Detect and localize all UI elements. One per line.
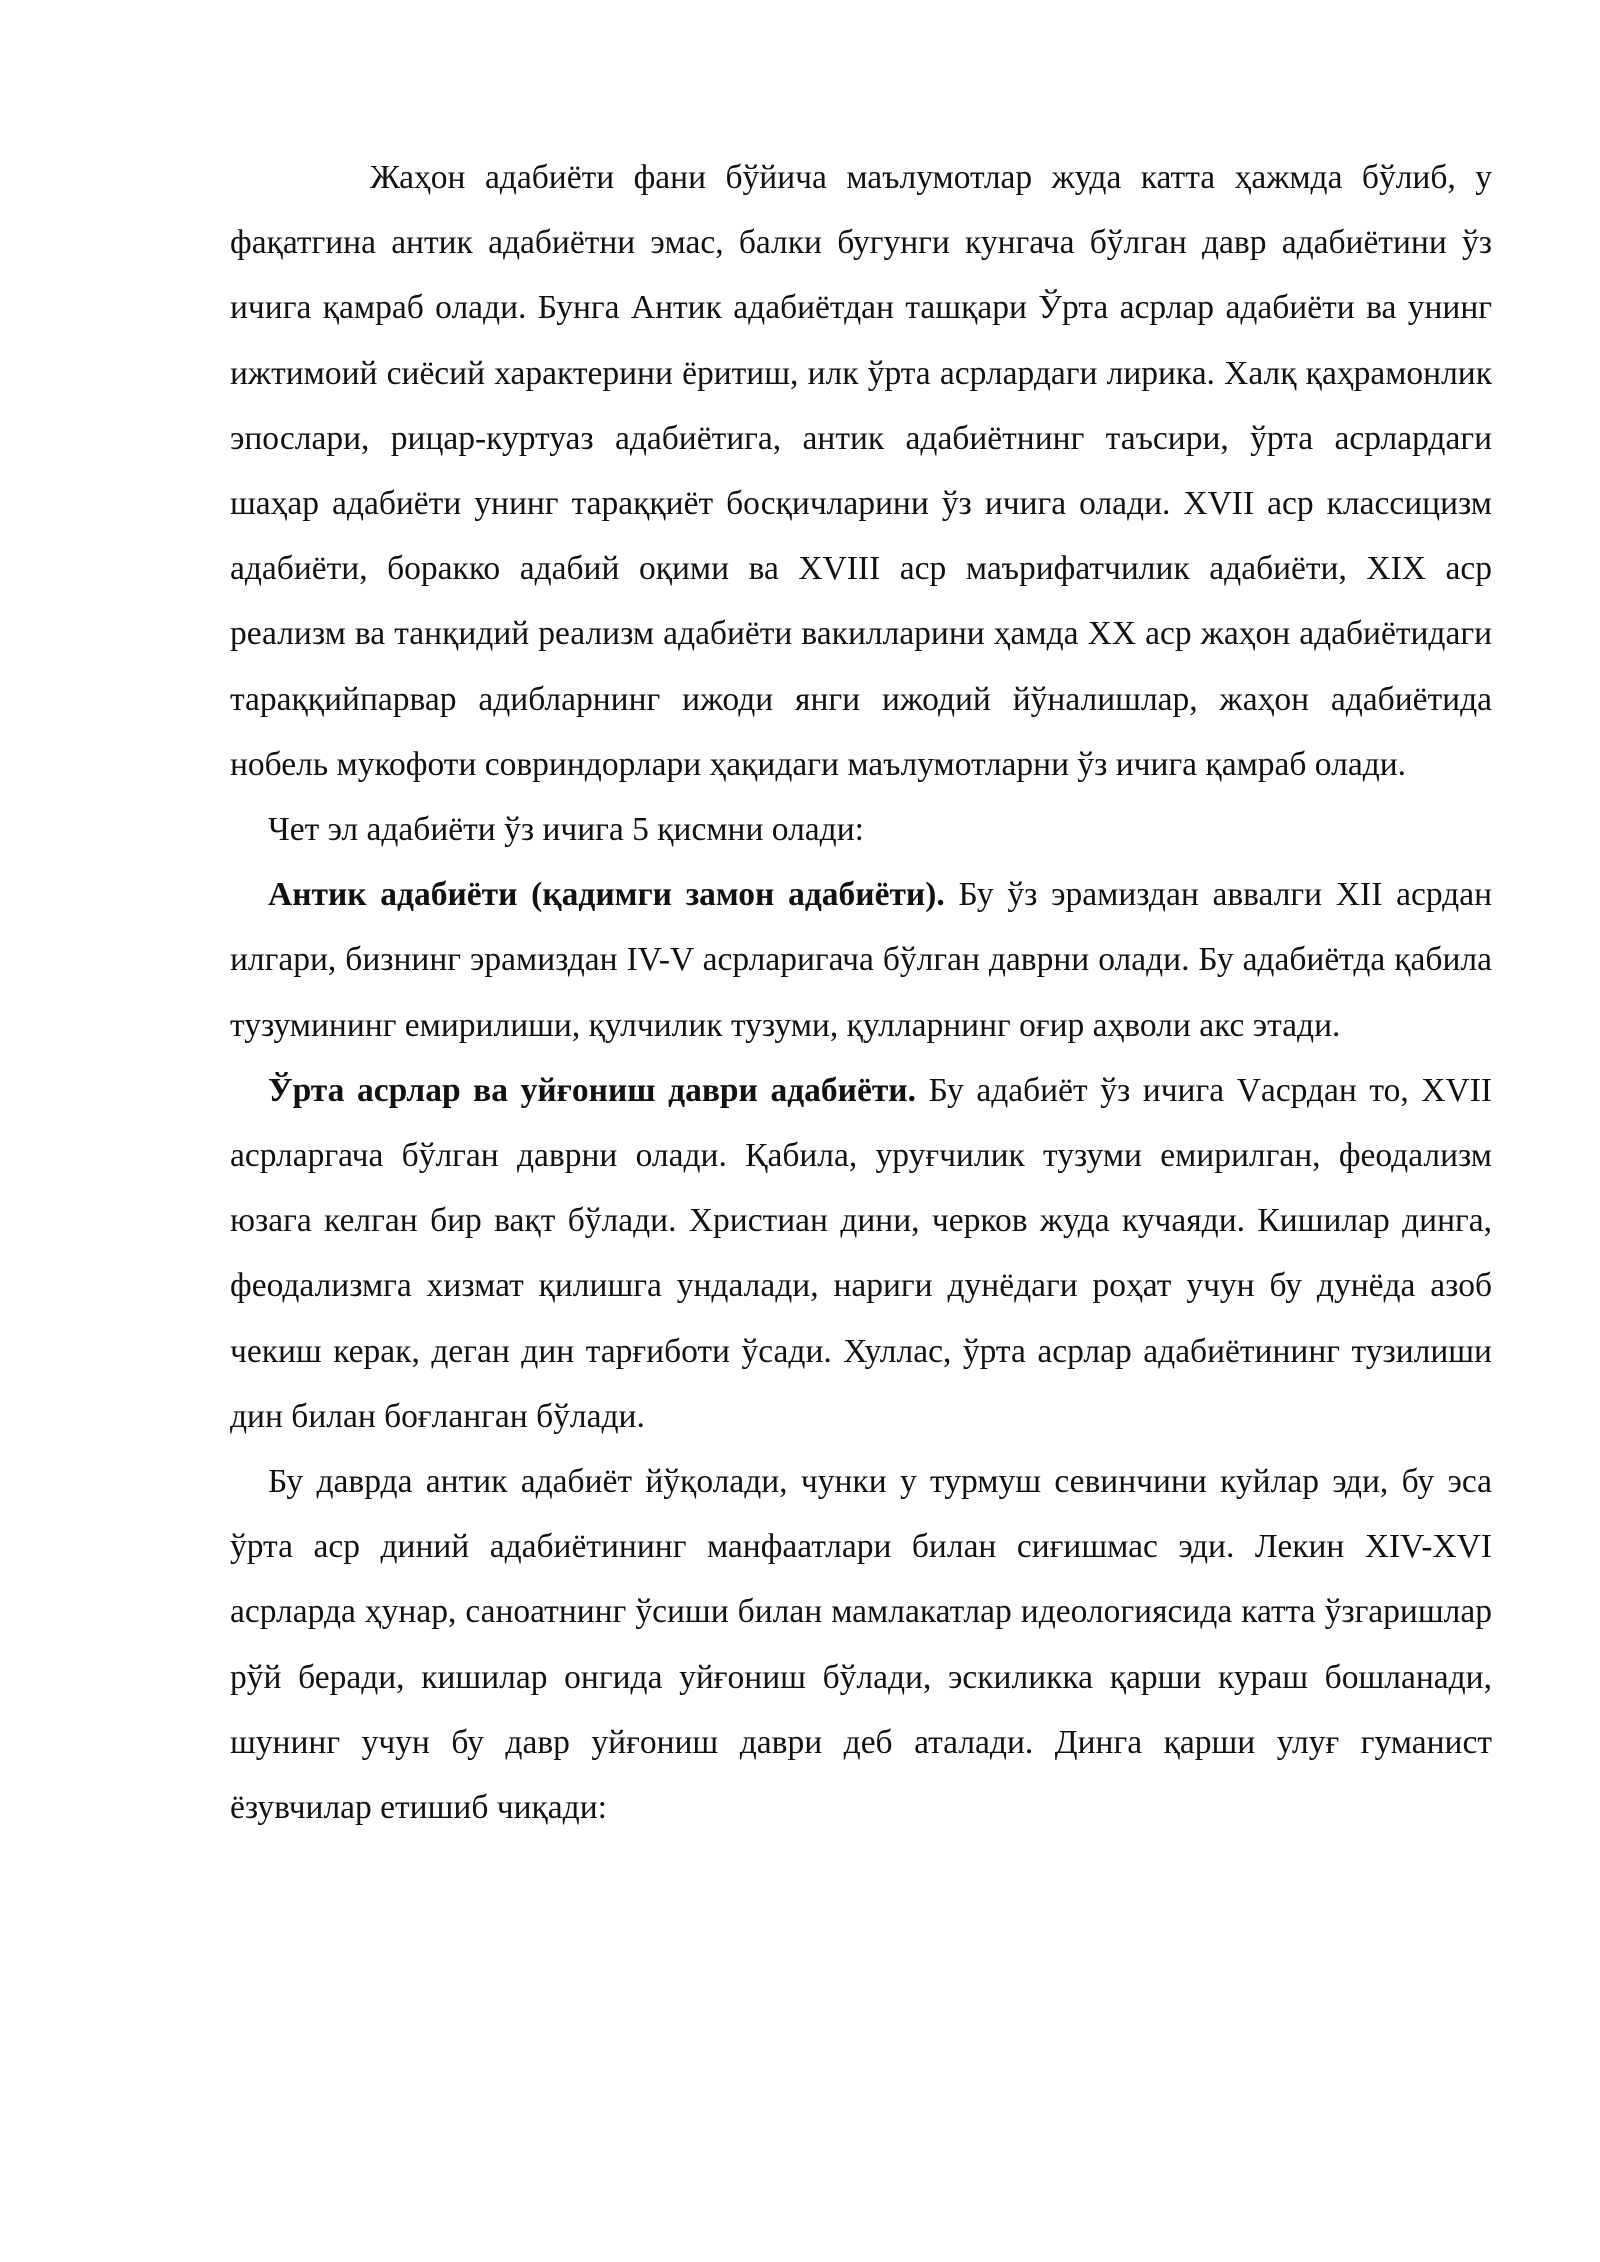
- paragraph-text: Чет эл адабиёти ўз ичига 5 қисмни олади:: [268, 811, 864, 849]
- document-body: [230, 145, 1492, 1840]
- paragraph-middle-ages: [230, 1058, 1492, 1449]
- paragraph-renaissance: [230, 1449, 1492, 1840]
- section-heading: Антик адабиёти (қадимги замон адабиёти).: [268, 876, 945, 914]
- paragraph-text: Бу даврда антик адабиёт йўқолади, чунки у турмуш севинчини куйлар эди, бу эса ўрта аср диний адабиётининг манфаатлари билан сиғишмас эди. Лекин XIV-XVI асрларда ҳунар, саноатнинг ўсиши билан мамлакатлар идеологиясида катта ўзгаришлар рўй беради, кишилар онгида уйғониш бўлади, эскиликка қарши кураш бошланади, шунинг учун бу давр уйғониш даври деб аталади. Динга қарши улуғ гуманист ёзувчилар етишиб чиқади:: [230, 1463, 1492, 1827]
- paragraph-text: Бу адабиёт ўз ичига Vасрдан то, XVII асрларгача бўлган даврни олади. Қабила, уруғчилик тузуми емирилган, феодализм юзага келган бир вақт бўлади. Христиан дини, черков жуда кучаяди. Кишилар динга, феодализмга хизмат қилишга ундалади, нариги дунёдаги роҳат учун бу дунёда азоб чекиш керак, деган дин тарғиботи ўсади. Хуллас, ўрта асрлар адабиётининг тузилиши дин билан боғланган бўлади.: [230, 1071, 1492, 1435]
- paragraph-text: Жаҳон адабиёти фани бўйича маълумотлар жуда катта ҳажмда бўлиб, у фақатгина антик адабиётни эмас, балки бугунги кунгача бўлган давр адабиётини ўз ичига қамраб олади. Бунга Антик адабиётдан ташқари Ўрта асрлар адабиёти ва унинг ижтимоий сиёсий характерини ёритиш, илк ўрта асрлардаги лирика. Халқ қаҳрамонлик эпослари, рицар-куртуаз адабиётига, антик адабиётнинг таъсири, ўрта асрлардаги шаҳар адабиёти унинг тараққиёт босқичларини ўз ичига олади. XVII аср классицизм адабиёти, боракко адабий оқими ва XVIII аср маърифатчилик адабиёти, XIX аср реализм ва танқидий реализм адабиёти вакилларини ҳамда XX аср жаҳон адабиётидаги тараққийпарвар адибларнинг ижоди янги ижодий йўналишлар, жаҳон адабиётида нобель мукофоти совриндорлари ҳақидаги маълумотларни ўз ичига қамраб олади.: [230, 159, 1492, 783]
- paragraph-parts-count: [230, 797, 1492, 862]
- paragraph-text: Бу ўз эрамиздан аввалги XII асрдан илгари, бизнинг эрамиздан IV-V асрларигача бўлган даврни олади. Бу адабиётда қабила тузумининг емирилиши, қулчилик тузуми, қулларнинг оғир аҳволи акс этади.: [230, 876, 1492, 1044]
- paragraph-antique-literature: [230, 862, 1492, 1058]
- section-heading: Ўрта асрлар ва уйғониш даври адабиёти.: [268, 1071, 916, 1109]
- paragraph-intro: [230, 145, 1492, 797]
